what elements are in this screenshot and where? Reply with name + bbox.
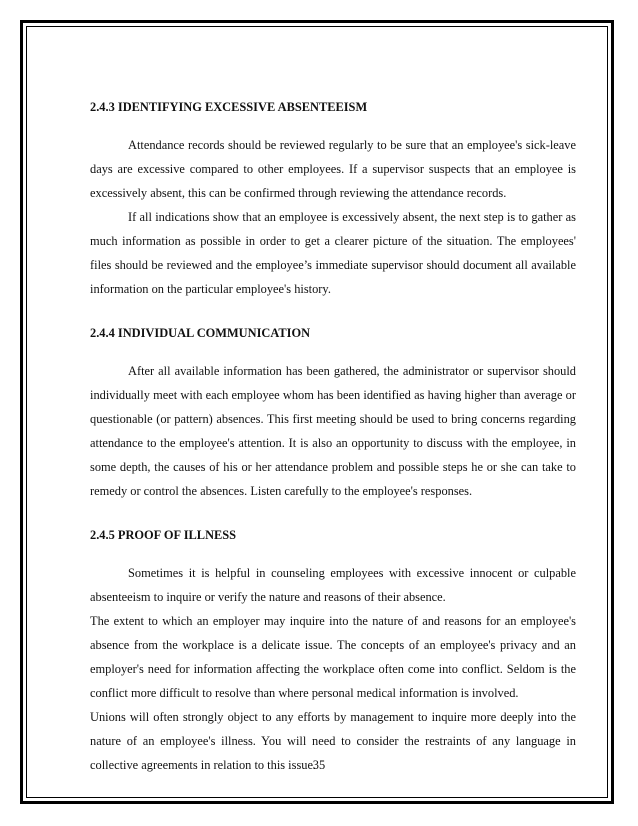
page-number: 35 (312, 758, 326, 772)
section-proof-of-illness (90, 523, 576, 777)
paragraph: The extent to which an employer may inquire into the nature of and reasons for an employee's absence from the workplace is a delicate issue. The concepts of an employee's privacy and an employer's need for information affecting the workplace often come into conflict. Seldom is the conflict more difficult to resolve than where personal medical information is involved. (90, 614, 576, 700)
document-body (90, 95, 576, 777)
section-heading: 2.4.4 INDIVIDUAL COMMUNICATION (90, 326, 311, 340)
section-heading: 2.4.5 PROOF OF ILLNESS (90, 528, 237, 542)
paragraph: Sometimes it is helpful in counseling employees with excessive innocent or culpable absenteeism to inquire or verify the nature and reasons of their absence. (90, 566, 576, 604)
paragraph: Attendance records should be reviewed regularly to be sure that an employee's sick-leave days are excessive compared to other employees. If a supervisor suspects that an employee is excessively absent, this can be confirmed through reviewing the attendance records. (90, 138, 576, 200)
section-identifying-excessive-absenteeism (90, 95, 576, 301)
section-individual-communication (90, 321, 576, 503)
paragraph: Unions will often strongly object to any efforts by management to inquire more deeply into the nature of an employee's illness. You will need to consider the restraints of any language in collective agreements in relation to this issue. (90, 710, 576, 772)
paragraph: After all available information has been gathered, the administrator or supervisor should individually meet with each employee whom has been identified as having higher than average or questionable (or pattern) absences. This first meeting should be used to bring concerns regarding attendance to the employee's attention. It is also an opportunity to discuss with the employee, in some depth, the causes of his or her attendance problem and possible steps he or she can take to remedy or control the absences. Listen carefully to the employee's responses. (90, 364, 576, 498)
section-heading: 2.4.3 IDENTIFYING EXCESSIVE ABSENTEEISM (90, 100, 368, 114)
paragraph: If all indications show that an employee is excessively absent, the next step is to gather as much information as possible in order to get a clearer picture of the situation. The employees' files should be reviewed and the employee’s immediate supervisor should document all available information on the particular employee's history. (90, 210, 576, 296)
